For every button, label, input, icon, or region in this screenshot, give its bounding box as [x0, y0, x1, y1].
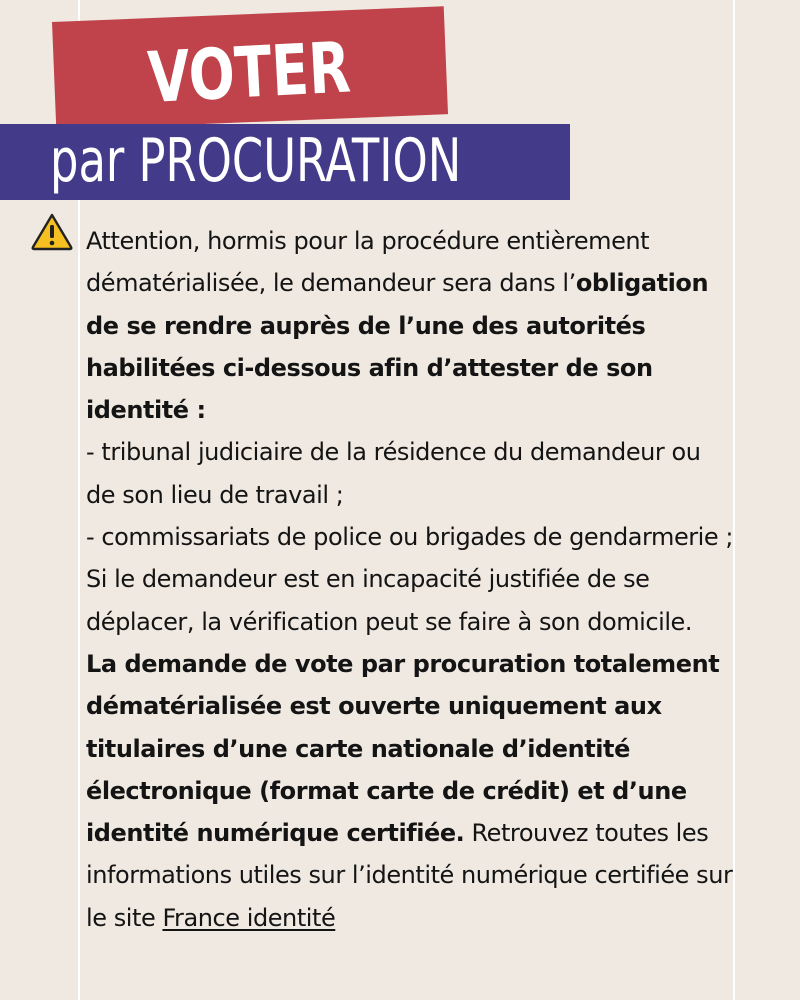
obligation-paragraph	[86, 220, 734, 431]
dematerialised-text: La demande de vote par procuration totalement dématérialisée est ouverte uniquement aux titulaires d’une carte nationale d’identité électronique (format carte de crédit) et d’une identité numérique certifiée.	[86, 649, 720, 848]
france-identite-link[interactable]: France identité	[162, 903, 336, 932]
notice-body	[86, 220, 734, 939]
title-par-procuration: par PROCURATION	[50, 126, 462, 196]
home-verification-paragraph: Si le demandeur est en incapacité justifiée de se déplacer, la vérification peut se faire à son domicile.	[86, 565, 693, 636]
title-voter: VOTER	[145, 26, 353, 119]
dematerialised-paragraph	[86, 643, 734, 939]
warning-triangle-icon	[30, 212, 74, 252]
info-text: Retrouvez toutes les informations utiles sur l’identité numérique certifiée sur le site	[86, 819, 733, 932]
authority-item-tribunal: - tribunal judiciaire de la résidence du demandeur ou de son lieu de travail ;	[86, 438, 701, 509]
authority-item-police: - commissariats de police ou brigades de gendarmerie ;	[86, 523, 734, 552]
intro-text: Attention, hormis pour la procédure entièrement dématérialisée, le demandeur sera dans l’	[86, 227, 650, 298]
obligation-text: obligation de se rendre auprès de l’une des autorités habilitées ci-dessous afin d’attester de son identité :	[86, 269, 709, 425]
